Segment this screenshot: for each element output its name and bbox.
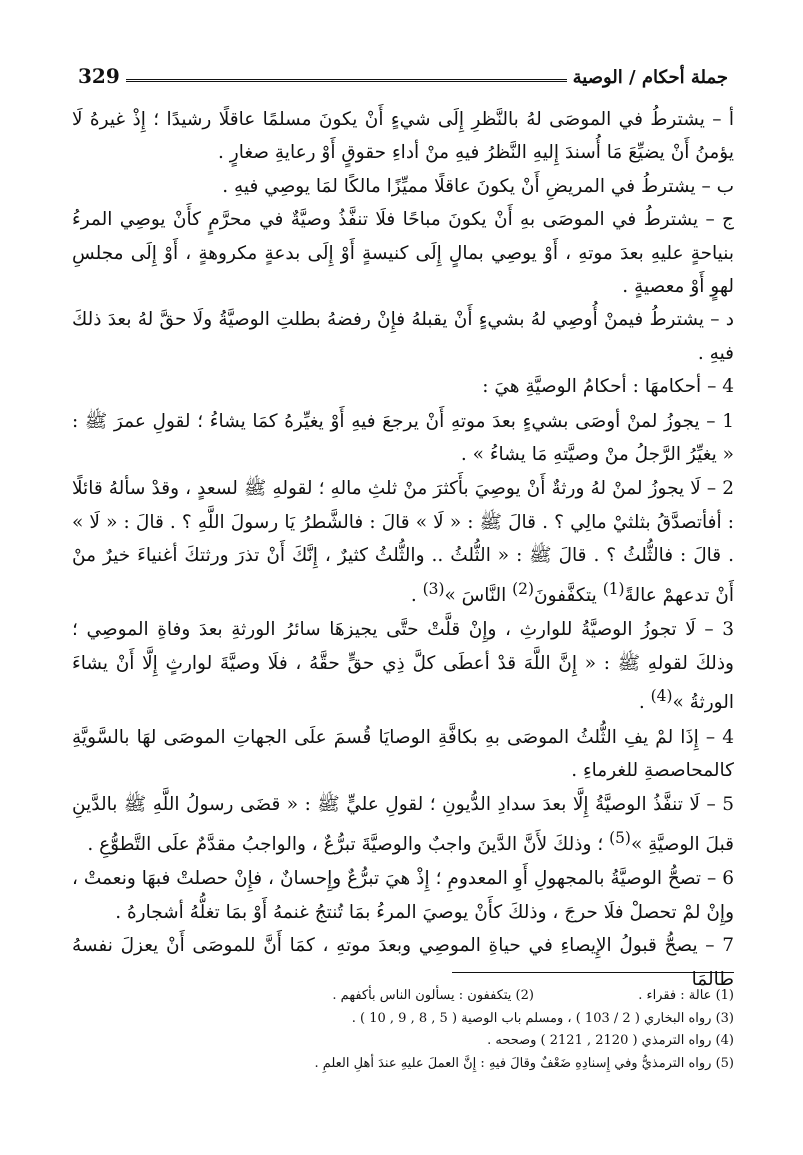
footnote-row-4 (90, 1030, 734, 1053)
ruling-5-text: 5 – لَا تنفَّذُ الوصيَّةُ إِلَّا بعدَ سدادِ الدُّيونِ ؛ لقولِ عليٍّ ﷺ : « قضَى رسولُ اللَّهِ ﷺ بالدَّينِ قبلَ الوصيَّةِ » (72, 794, 734, 855)
ruling-5-text-b: ؛ وذلكَ لأَنَّ الدَّينَ واجبٌ والوصيَّةَ تبرُّعٌ ، والواجبُ مقدَّمٌ علَى التَّطوُّعِ . (87, 834, 610, 855)
paragraph-ruling-1: 1 – يجوزُ لمنْ أوصَى بشيءٍ بعدَ موتهِ أَنْ يرجعَ فيهِ أَوْ يغيِّرهُ كمَا يشاءُ ؛ لقولِ عمرَ ﷺ : « يغيِّرُ الرَّجلُ منْ وصيَّتهِ مَا يشاءُ » . (72, 410, 734, 466)
page-header (78, 60, 728, 88)
footnote-ref-5: (5) (609, 828, 631, 847)
footnote-row-3 (90, 1008, 734, 1031)
footnote-row-5 (90, 1053, 734, 1076)
ruling-3-text: 3 – لَا تجوزُ الوصيَّةُ للوارثِ ، وإِنْ قلَّتْ حتَّى يجيزهَا سائرُ الورثةِ بعدَ وفاةِ الموصِي ؛ وذلكَ لقولهِ ﷺ : « إِنَّ اللَّهَ قدْ أعطَى كلَّ ذِي حقٍّ حقَّهُ ، فلَا وصيَّةَ لوارثٍ إِلَّا أَنْ يشاءَ الورثةُ » (72, 619, 734, 714)
footnote-ref-4: (4) (650, 687, 673, 706)
footnote-5: (5) رواه الترمذيُّ وفي إِسنادِهِ ضَعْفٌ وقالَ فيهِ : إِنَّ العملَ عليهِ عندَ أهلِ العلمِ . (314, 1055, 734, 1071)
footnote-ref-3: (3) (422, 579, 445, 598)
paragraph-ruling-7: 7 – يصحُّ قبولُ الإِيصاءِ في حياةِ الموصِي وبعدَ موتهِ ، كمَا أَنَّ للموصَى أَنْ يعزلَ نفسهُ طالمَا (72, 935, 734, 990)
footnote-3: (3) رواه البخاري ( 2 / 103 ) ، ومسلم باب الوصية ( 5 , 8 , 9 , 10 ) . (351, 1010, 734, 1026)
paragraph-ruling-3 (72, 613, 734, 719)
paragraph-ruling-5 (72, 788, 734, 861)
paragraph-condition-c: ج – يشترطُ في الموصَى بهِ أَنْ يكونَ مباحًا فلَا تنفَّذُ وصيَّةٌ في محرَّمٍ كأَنْ يوصِي المرءُ بنياحةٍ عليهِ بعدَ موتهِ ، أَوْ يوصِي بمالٍ إِلَى كنيسةٍ أَوْ إِلَى بدعةٍ مكروهةٍ ، أَوْ إِلَى مجلسِ لهوٍ أَوْ معصيةٍ . (72, 209, 734, 298)
footnote-2: (2) يتكففون : يسألون الناس بأكفهم . (332, 988, 534, 1003)
page-number: 329 (78, 64, 120, 88)
footnotes (90, 985, 734, 1075)
running-title: جملة أحكام / الوصية (572, 67, 728, 88)
ruling-2-text-d: . (410, 584, 423, 606)
ruling-2-text-c: النَّاسَ » (444, 584, 513, 606)
footnote-ref-1: (1) (602, 579, 625, 598)
ruling-2-text-b: يتكفَّفونَ (533, 584, 603, 606)
footnote-4: (4) رواه الترمذي ( 2120 , 2121 ) وصححه . (487, 1033, 734, 1048)
header-double-rule (126, 79, 567, 82)
main-text (72, 103, 734, 996)
paragraph-condition-d: د – يشترطُ فيمنْ أُوصِي لهُ بشيءٍ أَنْ يقبلهُ فإِنْ رفضهُ بطلتِ الوصيَّةُ ولَا حقَّ لهُ بعدَ ذلكَ فيهِ . (72, 309, 734, 364)
footnote-1: (1) عالة : فقراء . (638, 988, 734, 1003)
paragraph-condition-b: ب – يشترطُ في المريضِ أَنْ يكونَ عاقلًا مميِّزًا مالكًا لمَا يوصِي فيهِ . (222, 175, 734, 197)
paragraph-ruling-4: 4 – إِذَا لمْ يفِ الثُّلثُ الموصَى بهِ بكافَّةِ الوصايَا قُسمَ علَى الجهاتِ الموصَى لهَا بالسَّويَّةِ كالمحاصصةِ للغرماءِ . (72, 726, 734, 782)
paragraph-ruling-6: 6 – تصحُّ الوصيَّةُ بالمجهولِ أَوِ المعدومِ ؛ إِذْ هيَ تبرُّعٌ وإِحسانٌ ، فإِنْ حصلتْ فبهَا ونعمتْ ، وإِنْ لمْ تحصلْ فلَا حرجَ ، وذلكَ كأَنْ يوصيَ المرءُ بمَا تُنتجُ غنمهُ أَوْ بمَا تغلُّهُ أشجارهُ . (72, 868, 734, 923)
paragraph-condition-a: أ – يشترطُ في الموصَى لهُ بالنَّظرِ إِلَى شيءٍ أَنْ يكونَ مسلمًا عاقلًا رشيدًا ؛ إِذْ غيرهُ لَا يؤمنُ أَنْ يضيِّعَ مَا أُسندَ إِليهِ النَّظرُ فيهِ منْ أداءِ حقوقٍ أَوْ رعايةِ صغارٍ . (72, 109, 734, 164)
ruling-3-text-b: . (638, 692, 651, 714)
footnote-row-1 (90, 985, 734, 1008)
footnote-separator (452, 972, 734, 973)
ruling-2-text: 2 – لَا يجوزُ لمنْ لهُ ورثةٌ أَنْ يوصِيَ بأَكثرَ منْ ثلثِ مالهِ ؛ لقولهِ ﷺ لسعدٍ ، وقدْ سألهُ قائلًا : أفأتصدَّقُ بثلثيْ مالِي ؟ . قالَ ﷺ : « لَا » قالَ : فالشَّطرُ يَا رسولَ اللَّهِ ؟ . قالَ : « لَا » . قالَ : فالثُّلثُ ؟ . قالَ ﷺ : « الثُّلثُ .. والثُّلثُ كثيرٌ ، إِنَّكَ أَنْ تذرَ ورثتكَ أغنياءَ خيرٌ منْ أَنْ تدعهمْ عالةً (72, 478, 734, 606)
paragraph-ruling-2 (72, 472, 734, 612)
section-heading-rulings: 4 – أحكامهَا : أحكامُ الوصيَّةِ هيَ : (482, 376, 734, 398)
footnote-ref-2: (2) (512, 579, 534, 598)
